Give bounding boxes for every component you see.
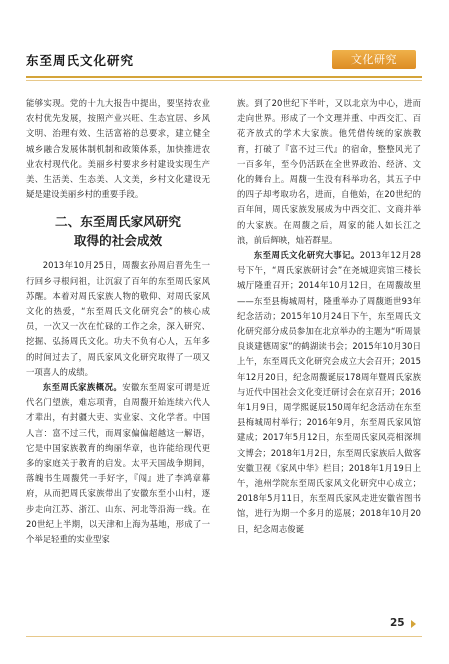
publication-title: 东至周氏文化研究 <box>26 53 135 68</box>
paragraph-body: 安徽东至周家可谓是近代名门望族，难忘项背，自周馥开始连续六代人才辈出，有封疆大吏、实业家、文化学者。中国人言：富不过三代，而周家偏偏超越这一解语，它是中国家族教育的绚丽华章，也许能给现代更多的家庭关于教育的启发。太平天国战争期间，落魄书生周馥凭一手好字，『闯』进了李鸿章幕府，从而把周氏家族带出了安徽东至小山村，逐步走向江苏、浙江、山东、河北等沿海一线。在20世纪上半期，以天津和上海为基地，形成了一个举足轻重的实业型家 <box>26 382 211 545</box>
paragraph: 能够实现。党的十九大报告中提出，要坚持农业农村优先发展，按照产业兴旺、生态宜居、乡风文明、治理有效、生活富裕的总要求，建立健全城乡融合发展体制机制和政策体系，加快推进农业农村现代化。美丽乡村要求乡村建设实现生产美、生活美、生态美、人文美，乡村文化建设无疑是建设美丽乡村的重要手段。 <box>26 98 210 200</box>
paragraph-lead: 东至周氏文化研究大事记。 <box>253 250 360 261</box>
footer-rule <box>26 636 422 637</box>
header-rule <box>26 76 422 78</box>
section-heading <box>26 212 210 250</box>
paragraph-body: 2013年12月28号下午，“周氏家族研讨会”在尧城迎宾馆三楼长城厅隆重召开；2014年10月12日，在周馥故里——东至县梅城周村，隆重举办了周馥逝世93年纪念活动；2015年10月24日下午，东至周氏文化研究部分成员参加在北京举办的主题为“听周景良谈建德周家”的鹤湖读书会；2015年10月30日上午，东至周氏文化研究会成立大会召开；2015年12月20日，纪念周馥诞辰178周年暨周氏家族与近代中国社会文化变迁研讨会在京召开；2016年1月9日，周学熙诞辰150周年纪念活动在东至县梅城周村举行；2016年9月，东至周氏家风馆建成；2017年5月12日，东至周氏家风亮相深圳文博会；2018年1月2日，东至周氏家族后人做客安徽卫视《家风中华》栏目；2018年1月19日上午，池州学院东至周氏家风文化研究中心成立；2018年5月11日，东至周氏家风走进安徽省图书馆，进行为期一个多月的巡展；2018年10月20日，纪念周志俊诞 <box>237 250 421 534</box>
page-number: 25 <box>390 617 405 629</box>
section-tag: 文化研究 <box>332 50 416 69</box>
heading-line: 取得的社会成效 <box>73 233 163 249</box>
left-column <box>26 96 210 547</box>
paragraph-lead: 东至周氏家族概况。 <box>42 382 123 393</box>
heading-line: 二、东至周氏家风研究 <box>55 214 181 230</box>
paragraph: 族。到了20世纪下半叶，又以北京为中心，进而走向世界。形成了一个文理并重、中西交汇、百花齐放式的学术大家族。他凭借传统的家族教育，打破了『富不过三代』的宿命，整整风光了一百多年，至今仍活跃在全世界政治、经济、文化的舞台上。周馥一生没有科举功名，其五子中的四子却考取功名，进而，自他始，在20世纪的百年间，周氏家族发展成为中西交汇、文商并举的大家族。在周馥之后，周家的能人如长江之浪，前后辉映，灿若群星。 <box>237 98 421 245</box>
paragraph: 2013年10月25日，周馥玄孙周启晋先生一行回乡寻根问祖，让沉寂了百年的东至周氏家风苏醒。本着对周氏家族人物的敬仰、对周氏家风文化的热爱，“东至周氏文化研究会”的核心成员，一次又一次在忙碌的工作之余，深入研究、挖掘、弘扬周氏文化。功夫不负有心人，五年多的时间过去了，周氏家风文化研究取得了一项又一项喜人的成绩。 <box>26 260 210 377</box>
paragraph <box>237 248 421 537</box>
paragraph <box>26 380 210 547</box>
page-marker-icon <box>411 620 416 628</box>
header-rule-thin <box>26 80 422 81</box>
right-column <box>237 96 421 537</box>
